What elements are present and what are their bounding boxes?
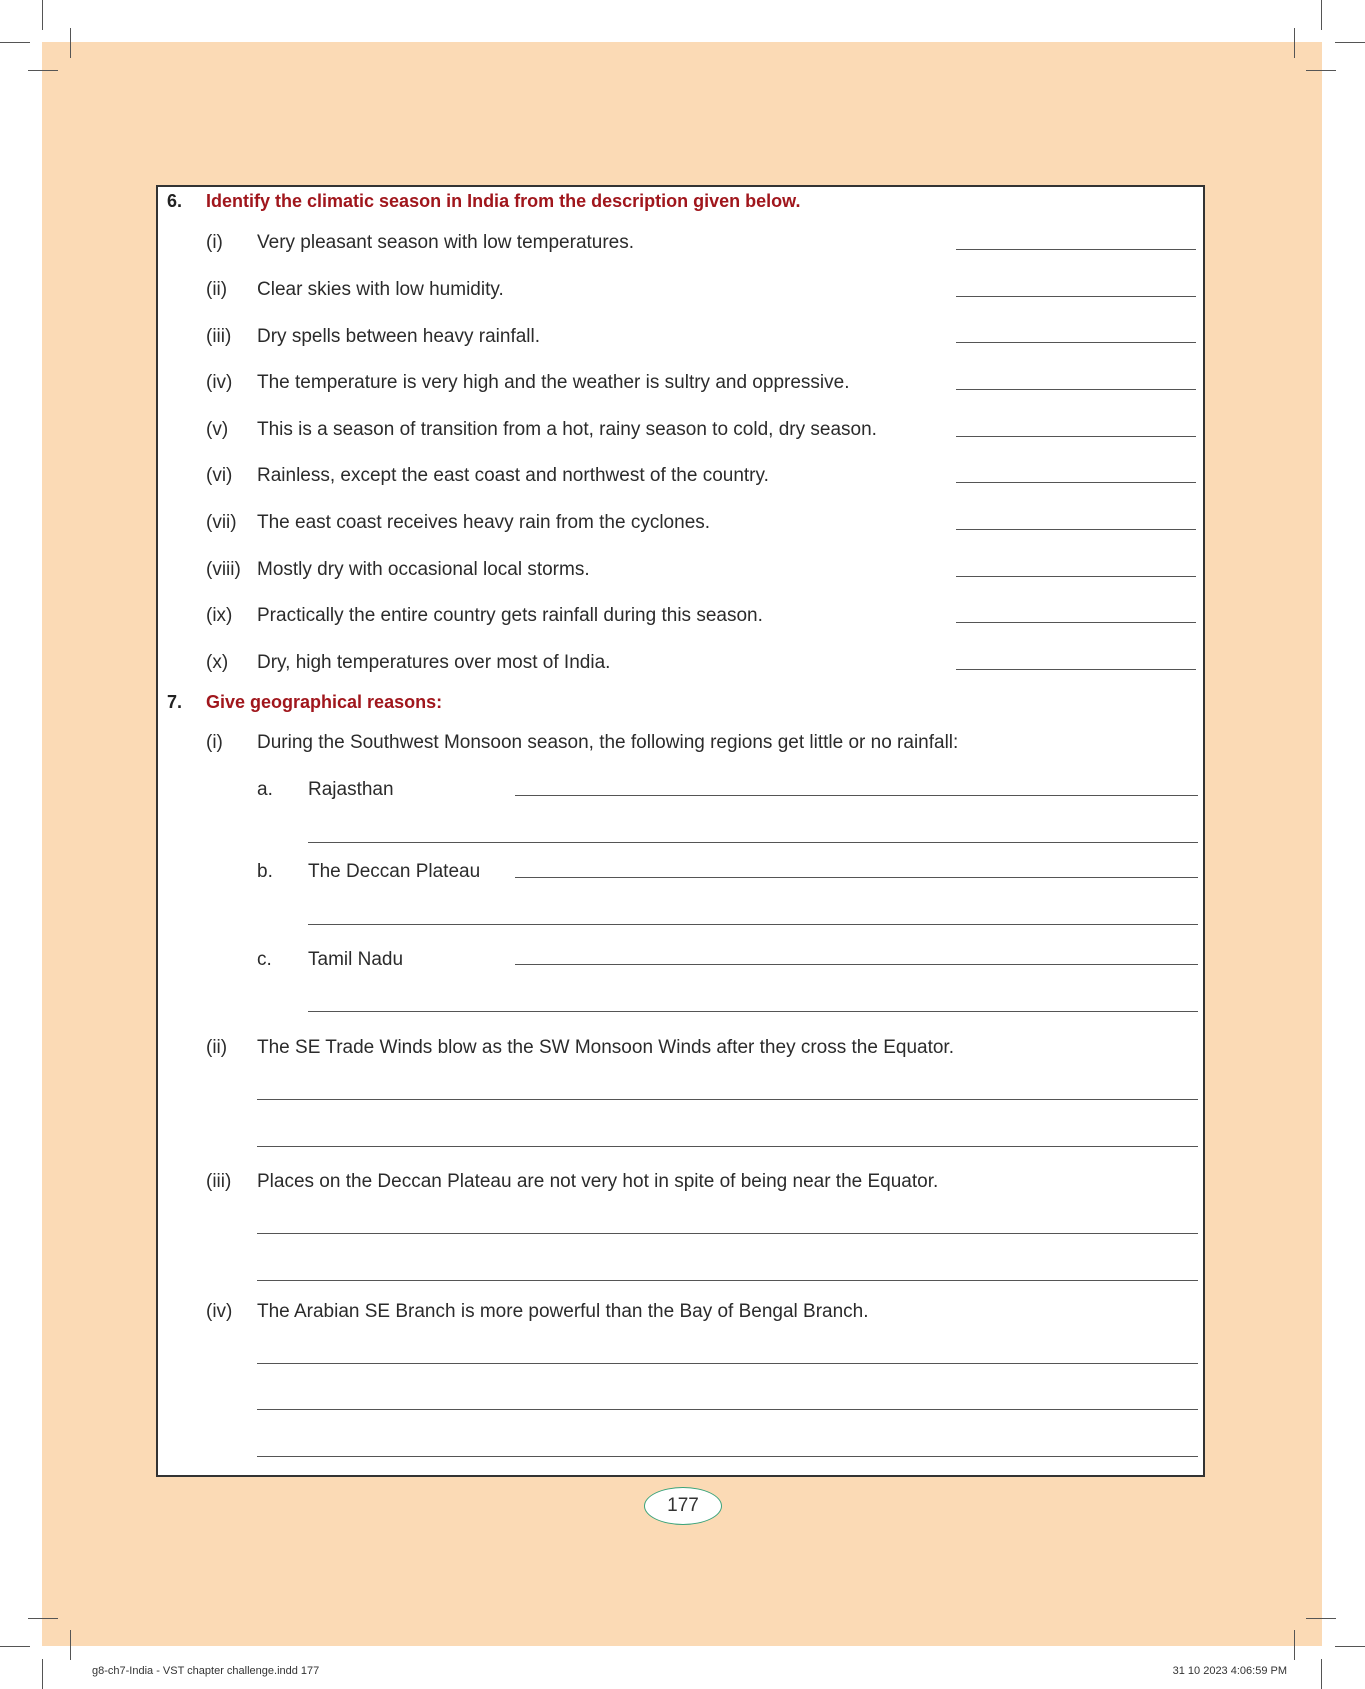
answer-line[interactable] xyxy=(956,296,1196,297)
answer-line[interactable] xyxy=(956,529,1196,530)
answer-line[interactable] xyxy=(956,249,1196,250)
footer-timestamp: 31 10 2023 4:06:59 PM xyxy=(1172,1665,1287,1677)
answer-line[interactable] xyxy=(257,1280,1198,1281)
crop-mark xyxy=(28,70,58,71)
answer-line[interactable] xyxy=(515,795,1198,796)
answer-line[interactable] xyxy=(956,622,1196,623)
crop-mark xyxy=(28,1618,58,1619)
answer-line[interactable] xyxy=(515,877,1198,878)
crop-mark xyxy=(0,1646,30,1647)
answer-line[interactable] xyxy=(956,436,1196,437)
item-text: Dry spells between heavy rainfall. xyxy=(257,326,541,347)
sub-item-letter: c. xyxy=(257,949,272,970)
item-text: Practically the entire country gets rainfall during this season. xyxy=(257,605,763,626)
sub-item-letter: a. xyxy=(257,779,273,800)
item-number: (iii) xyxy=(206,326,232,347)
question-title: Give geographical reasons: xyxy=(206,692,443,712)
sub-item-text: The Deccan Plateau xyxy=(308,861,481,882)
item-number: (i) xyxy=(206,732,223,753)
item-text: The temperature is very high and the weather is sultry and oppressive. xyxy=(257,372,850,393)
item-text: Places on the Deccan Plateau are not very hot in spite of being near the Equator. xyxy=(257,1171,939,1192)
sub-item-text: Rajasthan xyxy=(308,779,394,800)
answer-line[interactable] xyxy=(308,924,1198,925)
item-text: Rainless, except the east coast and northwest of the country. xyxy=(257,465,769,486)
question-title: Identify the climatic season in India from the description given below. xyxy=(206,191,801,211)
crop-mark xyxy=(1335,42,1365,43)
item-number: (ii) xyxy=(206,279,228,300)
item-text: This is a season of transition from a hot, rainy season to cold, dry season. xyxy=(257,419,877,440)
question-number: 7. xyxy=(167,692,183,712)
item-number: (iii) xyxy=(206,1171,232,1192)
answer-line[interactable] xyxy=(257,1099,1198,1100)
question-number: 6. xyxy=(167,191,183,211)
crop-mark xyxy=(1294,1630,1295,1660)
item-number: (ix) xyxy=(206,605,233,626)
item-text: During the Southwest Monsoon season, the following regions get little or no rainfall: xyxy=(257,732,959,753)
sub-item-text: Tamil Nadu xyxy=(308,949,404,970)
answer-line[interactable] xyxy=(956,482,1196,483)
crop-mark xyxy=(1321,0,1322,30)
sub-item-letter: b. xyxy=(257,861,273,882)
answer-line[interactable] xyxy=(515,964,1198,965)
item-number: (x) xyxy=(206,652,229,673)
answer-line[interactable] xyxy=(956,669,1196,670)
crop-mark xyxy=(1321,1659,1322,1689)
item-text: Very pleasant season with low temperatures. xyxy=(257,232,635,253)
item-number: (v) xyxy=(206,419,229,440)
answer-line[interactable] xyxy=(956,389,1196,390)
crop-mark xyxy=(1294,28,1295,58)
item-text: The east coast receives heavy rain from the cyclones. xyxy=(257,512,711,533)
item-text: Mostly dry with occasional local storms. xyxy=(257,559,590,580)
footer-filename: g8-ch7-India - VST chapter challenge.indd 177 xyxy=(92,1665,320,1677)
crop-mark xyxy=(70,28,71,58)
answer-line[interactable] xyxy=(257,1363,1198,1364)
answer-line[interactable] xyxy=(257,1456,1198,1457)
crop-mark xyxy=(1306,1618,1336,1619)
item-number: (vii) xyxy=(206,512,237,533)
answer-line[interactable] xyxy=(308,1011,1198,1012)
answer-line[interactable] xyxy=(956,342,1196,343)
item-text: Clear skies with low humidity. xyxy=(257,279,504,300)
crop-mark xyxy=(42,0,43,30)
item-number: (ii) xyxy=(206,1037,228,1058)
answer-line[interactable] xyxy=(257,1146,1198,1147)
crop-mark xyxy=(42,1659,43,1689)
crop-mark xyxy=(70,1630,71,1660)
answer-line[interactable] xyxy=(308,842,1198,843)
item-number: (iv) xyxy=(206,372,233,393)
item-text: The SE Trade Winds blow as the SW Monsoon Winds after they cross the Equator. xyxy=(257,1037,954,1058)
crop-mark xyxy=(1306,70,1336,71)
item-number: (i) xyxy=(206,232,223,253)
item-text: The Arabian SE Branch is more powerful than the Bay of Bengal Branch. xyxy=(257,1301,869,1322)
answer-line[interactable] xyxy=(257,1233,1198,1234)
page-number: 177 xyxy=(644,1487,722,1525)
item-number: (viii) xyxy=(206,559,241,580)
crop-mark xyxy=(0,42,30,43)
answer-line[interactable] xyxy=(956,576,1196,577)
answer-line[interactable] xyxy=(257,1409,1198,1410)
item-number: (iv) xyxy=(206,1301,233,1322)
item-text: Dry, high temperatures over most of India. xyxy=(257,652,611,673)
item-number: (vi) xyxy=(206,465,233,486)
crop-mark xyxy=(1335,1646,1365,1647)
